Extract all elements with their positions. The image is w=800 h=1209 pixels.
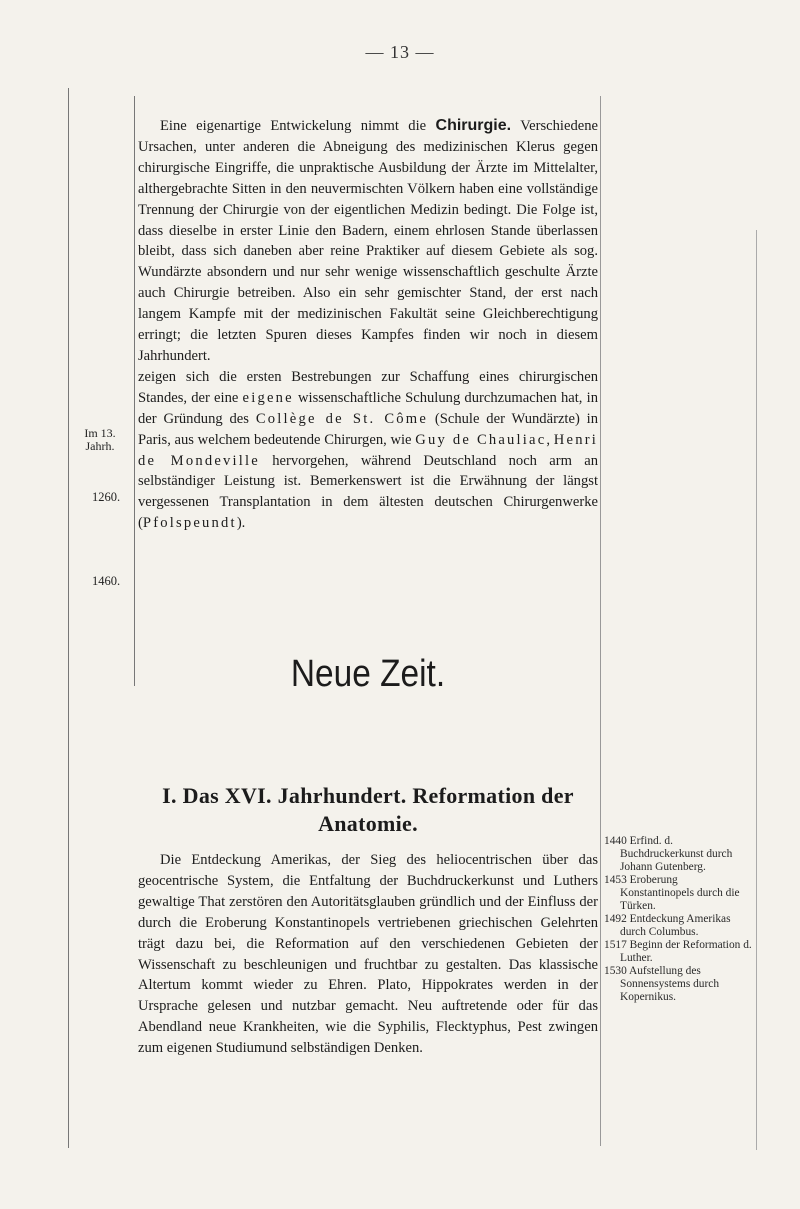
margin-year-1460: 1460. <box>92 574 121 588</box>
sidenote-1492: 1492 Entdeckung Amerikas durch Columbus. <box>604 913 731 938</box>
paragraph2-part3: (Schule der Wundärzte) in Paris, aus welchem bedeutende Chirurgen, wie <box>138 410 599 448</box>
emphasis-college: Collège de St. Côme <box>255 410 429 427</box>
sidenote-1530: 1530 Aufstellung des Sonnensystems durch Kopernikus. <box>604 965 720 1003</box>
paragraph2-part6: ). <box>236 515 246 532</box>
paragraph1-intro: Eine eigenartige Entwickelung nimmt die <box>160 118 436 134</box>
paragraph1-text: Verschiedene Ursachen, unter anderen die Abneigung des medizinischen Klerus gegen chirurgische Eingriffe, die unpraktische Ausbildung der Ärzte im Mittelalter, althergebrachte Sitten in den neuvermischten Völkern haben eine vollständige Trennung der Chirurgie von der eigentlichen Medizin bedingt. Die Folge ist, dass dieselbe in erster Linie den Badern, einem ehrlosen Stande überlassen bleibt, dass sich daneben aber reine Praktiker auf diesem Gebiete als sog. Wundärzte absondern und nur sehr wenige wissenschaftlich geschulte Ärzte auch Chirurgie betreiben. Also ein sehr gemischter Stand, der erst nach langem Kampfe mit der medizinischen Fakultät seine Gleichberechtigung erringt; die letzten Spuren dieses Kampfes finden wir noch in diesem Jahrhundert. <box>138 118 598 364</box>
emphasis-guy-de-chauliac: Guy de Chauliac <box>415 431 547 448</box>
text-right-rule <box>600 96 601 1146</box>
sidenote-1453: 1453 Eroberung Konstantinopels durch die Türken. <box>604 874 740 912</box>
margin-note-line1: Im 13. <box>84 426 116 440</box>
margin-year-1260: 1260. <box>92 490 121 504</box>
emphasis-henri-de-mondeville: Henri de Mondeville <box>138 431 599 469</box>
emphasis-eigene: eigene <box>242 389 294 406</box>
chapter-heading <box>138 782 598 838</box>
margin-note-century <box>72 427 128 453</box>
paragraph2-part4: , <box>546 431 554 448</box>
paragraph2-part5: hervorgehen, während Deutschland noch arm an selbständiger Leistung ist. Bemerkenswert ist die Erwähnung der längst vergessenen Transplantation in dem ältesten deutschen Chirurgenwerke ( <box>138 452 599 532</box>
paragraph-13th-century <box>138 367 598 534</box>
sidenote-1517: 1517 Beginn der Reformation d. Luther. <box>604 939 752 964</box>
section-title-neue-zeit: Neue Zeit. <box>290 653 446 695</box>
paragraph2-part2: wissenschaftliche Schulung durchzumachen hat, in der Gründung des <box>138 389 598 427</box>
emphasis-pfolspeundt: Pfolspeundt <box>142 515 237 532</box>
paragraph2-part1: zeigen sich die ersten Bestrebungen zur Schaffung eines chirurgischen Standes, der eine <box>138 368 598 406</box>
lower-text-block <box>138 850 598 1059</box>
chapter-heading-line2: Anatomie. <box>318 811 418 836</box>
upper-text-block <box>138 116 598 534</box>
sidenote-1440: 1440 Erfind. d. Buchdruckerkunst durch Johann Gutenberg. <box>604 835 733 873</box>
timeline-sidenotes <box>604 835 754 1004</box>
paragraph-chirurgie <box>138 116 598 367</box>
page-number: — 13 — <box>365 42 435 62</box>
paragraph-reformation: Die Entdeckung Amerikas, der Sieg des heliocentrischen über das geocentrische System, die Entfaltung der Buchdruckerkunst und Luthers gewaltige That zerstören den Autoritätsglauben gründlich und der Einfluss der durch die Eroberung Konstantinopels vertriebenen griechischen Gelehrten trägt dazu bei, die Reformation auf den verschiedenen Gebieten der Wissenschaft zu beschleunigen und fruchtbar zu gestalten. Das klassische Altertum kommt wieder zu Ehren. Plato, Hippokrates werden in der Ursprache gelesen und nutzbar gemacht. Neu auftretende oder für das Abendland neue Krankheiten, wie die Syphilis, Flecktyphus, Pest zwingen zum eigenen Studiumund selbständigen Denken. <box>138 852 598 1057</box>
keyword-chirurgie: Chirurgie. <box>435 117 512 134</box>
chapter-heading-line1: I. Das XVI. Jahrhundert. Reformation der <box>162 783 574 808</box>
text-left-rule <box>134 96 135 686</box>
far-right-rule <box>756 230 757 1150</box>
margin-note-line2: Jahrh. <box>85 439 115 453</box>
left-margin-rule <box>68 88 69 1148</box>
